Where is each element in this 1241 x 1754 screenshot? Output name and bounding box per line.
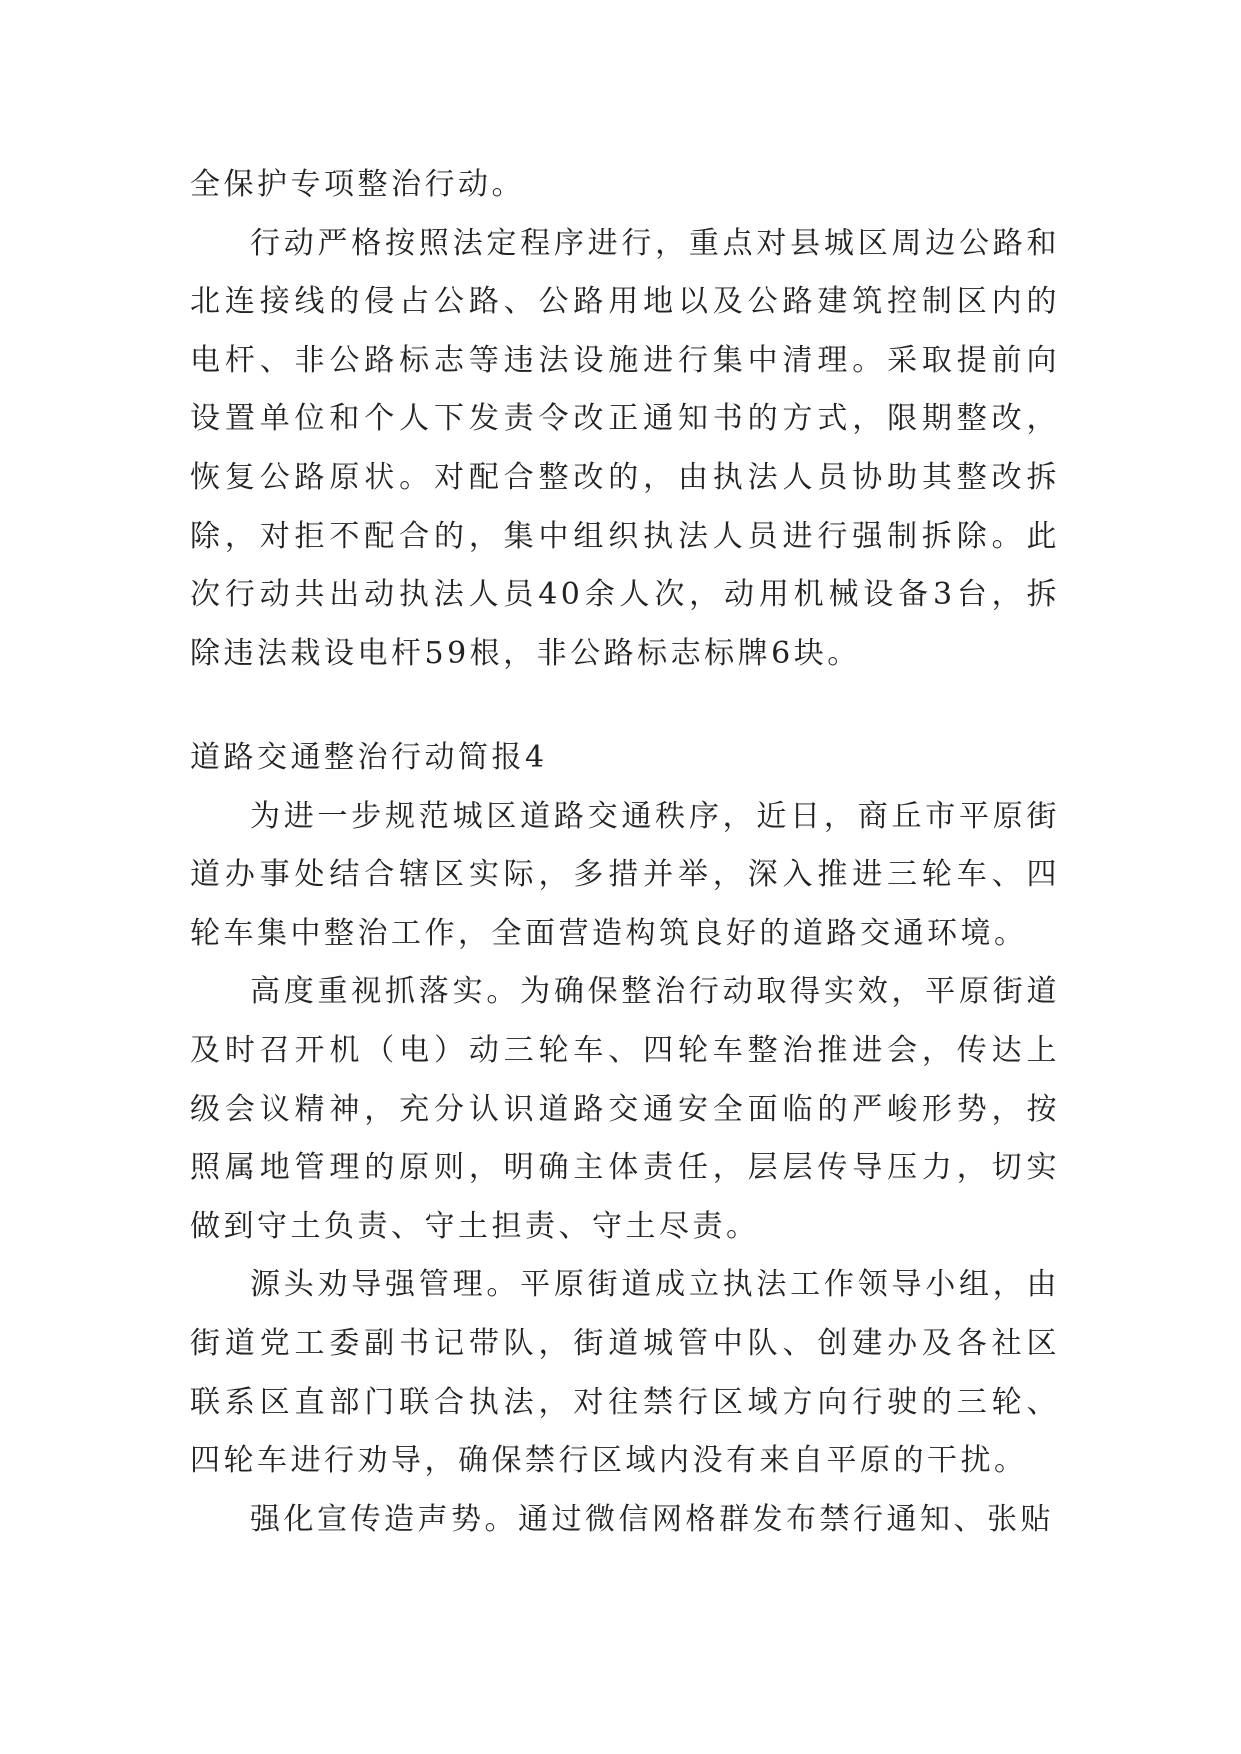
section-previous-report (190, 156, 1060, 683)
continuation-line: 全保护专项整治行动。 (190, 167, 525, 202)
body-paragraph: 行动严格按照法定程序进行，重点对县城区周边公路和北连接线的侵占公路、公路用地以及公路建筑控制区内的电杆、非公路标志等违法设施进行集中清理。采取提前向设置单位和个人下发责令改正通知书的方式，限期整改，恢复公路原状。对配合整改的，由执法人员协助其整改拆除，对拒不配合的，集中组织执法人员进行强制拆除。此次行动共出动执法人员40余人次，动用机械设备3台，拆除违法栽设电杆59根，非公路标志标牌6块。 (190, 225, 1060, 671)
body-paragraph: 为进一步规范城区道路交通秩序，近日，商丘市平原街道办事处结合辖区实际，多措并举，深入推进三轮车、四轮车集中整治工作，全面营造构筑良好的道路交通环境。 (190, 798, 1060, 951)
body-paragraph: 高度重视抓落实。为确保整治行动取得实效，平原街道及时召开机（电）动三轮车、四轮车整治推进会，传达上级会议精神，充分认识道路交通安全面临的严峻形势，按照属地管理的原则，明确主体责任，层层传导压力，切实做到守土负责、守土担责、守土尽责。 (190, 974, 1060, 1244)
body-paragraph: 强化宣传造声势。通过微信网格群发布禁行通知、张贴 (250, 1501, 1054, 1537)
section-heading: 道路交通整治行动简报4 (190, 740, 548, 775)
body-paragraph: 源头劝导强管理。平原街道成立执法工作领导小组，由街道党工委副书记带队，街道城管中队、创建办及各社区联系区直部门联合执法，对往禁行区域方向行驶的三轮、四轮车进行劝导，确保禁行区域内没有来自平原的干扰。 (190, 1267, 1060, 1479)
section-report-4 (190, 729, 1060, 1549)
